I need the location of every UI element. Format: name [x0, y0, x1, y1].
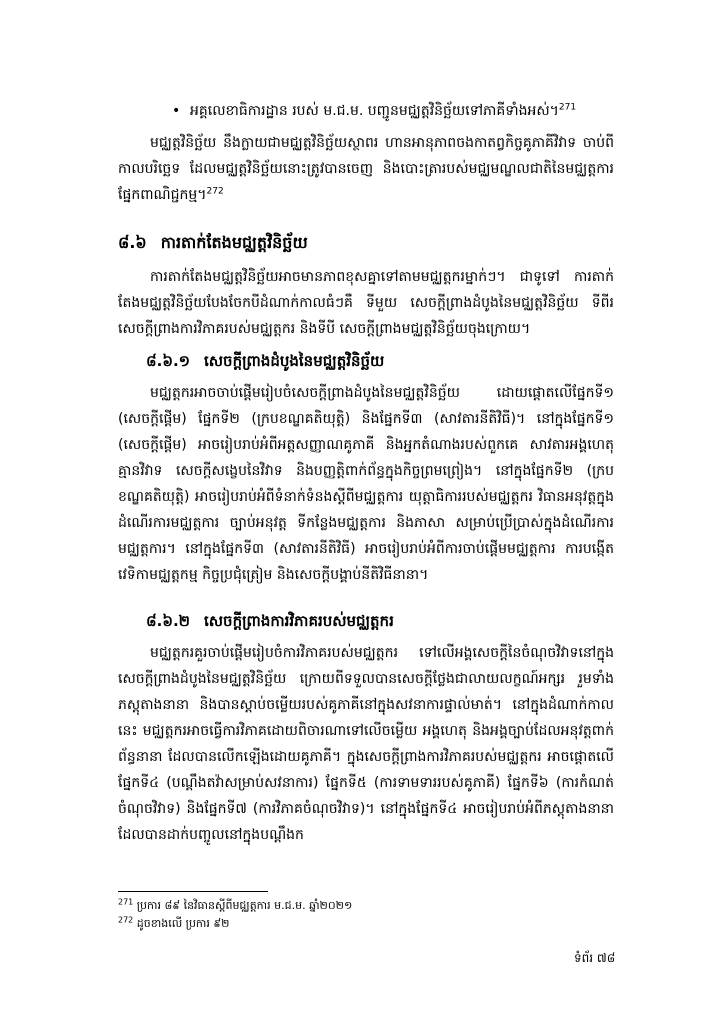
footnote-marker: 272 — [118, 915, 134, 925]
paragraph-text: មជ្ឈត្តករគួរចាប់ផ្តើមរៀបចំការវិភាគរបស់មជ្ឈត្តករ ទៅលើអង្គសេចក្តីនៃចំណុចវិវាទនៅក្នុងសេចក្តីព្រាងដំបូងនៃមជ្ឈត្តវិនិច្ឆ័យ ក្រោយពីទទួលបានសេចក្តីថ្លែងជាលាយលក្ខណ៍អក្សរ រួមទាំងភស្តុតាងនានា និងបានស្តាប់ចម្លើយរបស់គូភាគីនៅក្នុងសវនាការផ្ទាល់មាត់។ នៅក្នុងដំណាក់កាលនេះ មជ្ឈត្តករអាចធ្វើការវិភាគដោយពិចារណាទៅលើចម្លើយ អង្គហេតុ និងអង្គច្បាប់ដែលអនុវត្តពាក់ព័ន្ធនានា ដែលបានលើកឡើងដោយគូភាគី។ ក្នុងសេចក្តីព្រាងការវិភាគរបស់មជ្ឈត្តករ អាចផ្តោតលើផ្នែកទី៤ (បណ្តឹងតវ៉ាសម្រាប់សវនាការ) ផ្នែកទី៥ (ការទាមទាររបស់គូភាគី) ផ្នែកទី៦ (ការកំណត់ចំណុចវិវាទ) និងផ្នែកទី៧ (ការវិភាគចំណុចវិវាទ)។ នៅក្នុងផ្នែកទី៤ អាចរៀបរាប់អំពីភស្តុតាងនានា ដែលបានដាក់បញ្ចូលនៅក្នុងបណ្តឹងក — [118, 645, 614, 843]
page-number: ទំព័រ ៧៨ — [574, 951, 616, 965]
subsection-title: សេចក្តីព្រាងការវិភាគរបស់មជ្ឈត្តករ — [204, 612, 394, 630]
section-title: ការតាក់តែងមជ្ឈត្តវិនិច្ឆ័យ — [160, 233, 308, 252]
paragraph-text: មជ្ឈត្តករអាចចាប់ផ្តើមរៀបចំសេចក្តីព្រាងដំបូងនៃមជ្ឈត្តវិនិច្ឆ័យ ដោយផ្តោតលើផ្នែកទី១ (សេចក្តីផ្តើម) ផ្នែកទី២ (ក្របខណ្ឌគតិយុត្តិ) និងផ្នែកទី៣ (សាវតារនីតិវិធី)។ នៅក្នុងផ្នែកទី១ (សេចក្តីផ្តើម) អាចរៀបរាប់អំពីអត្តសញ្ញាណគូភាគី និងអ្នកតំណាងរបស់ពួកគេ សាវតារអង្គហេតុគ្មានវិវាទ សេចក្តីសង្ខេបនៃវិវាទ និងបញ្ញត្តិពាក់ព័ន្ធក្នុងកិច្ចព្រមព្រៀង។ នៅក្នុងផ្នែកទី២ (ក្របខណ្ឌគតិយុត្តិ) អាចរៀបរាប់អំពីទំនាក់ទំនងស្តីពីមជ្ឈត្តការ យុត្តាធិការរបស់មជ្ឈត្តករ វិធានអនុវត្តក្នុងដំណើរការមជ្ឈត្តការ ច្បាប់អនុវត្ត ទីកន្លែងមជ្ឈត្តការ និងភាសា សម្រាប់ប្រើប្រាស់ក្នុងដំណើរការមជ្ឈត្តការ។ នៅក្នុងផ្នែកទី៣ (សាវតារនីតិវិធី) អាចរៀបរាប់អំពីការចាប់ផ្តើមមជ្ឈត្តការ ការបង្កើតវេទិកាមជ្ឈត្តកម្ម កិច្ចប្រជុំត្រៀម និងសេចក្តីបង្គាប់នីតិវិធីនានា។ — [118, 385, 614, 583]
footnote-ref-272[interactable]: 272 — [206, 186, 224, 197]
footnote-ref-271[interactable]: 271 — [558, 102, 577, 113]
paragraph-text: ការតាក់តែងមជ្ឈត្តវិនិច្ឆ័យអាចមានភាពខុសគ្នាទៅតាមមជ្ឈត្តករម្នាក់ៗ។ ជាទូទៅ ការតាក់តែងមជ្ឈត្តវិនិច្ឆ័យបែងចែកបីដំណាក់កាលធំៗគឺ ទីមួយ សេចក្តីព្រាងដំបូងនៃមជ្ឈត្តវិនិច្ឆ័យ ទីពីរ សេចក្តីព្រាងការវិភាគរបស់មជ្ឈត្តករ និងទីបី សេចក្តីព្រាងមជ្ឈត្តវិនិច្ឆ័យចុងក្រោយ។ — [118, 269, 614, 337]
bullet-text: អគ្គលេខាធិការដ្ឋាន របស់ ម.ជ.ម. បញ្ជូនមជ្ឈត្តវិនិច្ឆ័យទៅភាគីទាំងអស់។ — [190, 103, 559, 119]
paragraph-drafting-overview — [118, 264, 614, 342]
paragraph-initial-draft — [118, 380, 614, 588]
subsection-title: សេចក្តីព្រាងដំបូងនៃមជ្ឈត្តវិនិច្ឆ័យ — [204, 352, 385, 370]
section-number: ៨.៦ — [118, 233, 147, 252]
paragraph-text: មជ្ឈត្តវិនិច្ឆ័យ នឹងក្លាយជាមជ្ឈត្តវិនិច្ឆ័យស្ថាពរ ហានអានុភាពចងកាតព្វកិច្ចគូភាគីវិវាទ ចាប់ពីកាលបរិច្ឆេទ ដែលមជ្ឈត្តវិនិច្ឆ័យនោះត្រូវបានចេញ និងបោះត្រារបស់មជ្ឈមណ្ឌលជាតិនៃមជ្ឈត្តការផ្នែកពាណិជ្ជកម្ម។ — [118, 135, 614, 203]
bullet-item — [172, 98, 622, 124]
footnote-text: ប្រការ ៨៩ នៃវិធានស្តីពីមជ្ឈត្តការ ម.ជ.ម. ឆ្នាំ២០២១ — [136, 899, 353, 912]
subsection-heading-analysis-draft — [146, 608, 394, 634]
bullet-symbol: • — [172, 103, 181, 119]
subsection-number: ៨.៦.២ — [146, 612, 190, 630]
subsection-number: ៨.៦.១ — [146, 352, 190, 370]
footnote-text: ដូចខាងលើ ប្រការ ៩២ — [136, 917, 230, 930]
footnote-marker: 271 — [118, 897, 134, 907]
footnote-divider — [118, 891, 268, 892]
subsection-heading-initial-draft — [146, 348, 384, 374]
paragraph-arbitral-award-final — [118, 130, 614, 208]
footnote-271 — [118, 898, 352, 914]
paragraph-analysis-draft — [118, 640, 614, 848]
section-heading — [118, 230, 308, 256]
footnote-272 — [118, 916, 230, 932]
